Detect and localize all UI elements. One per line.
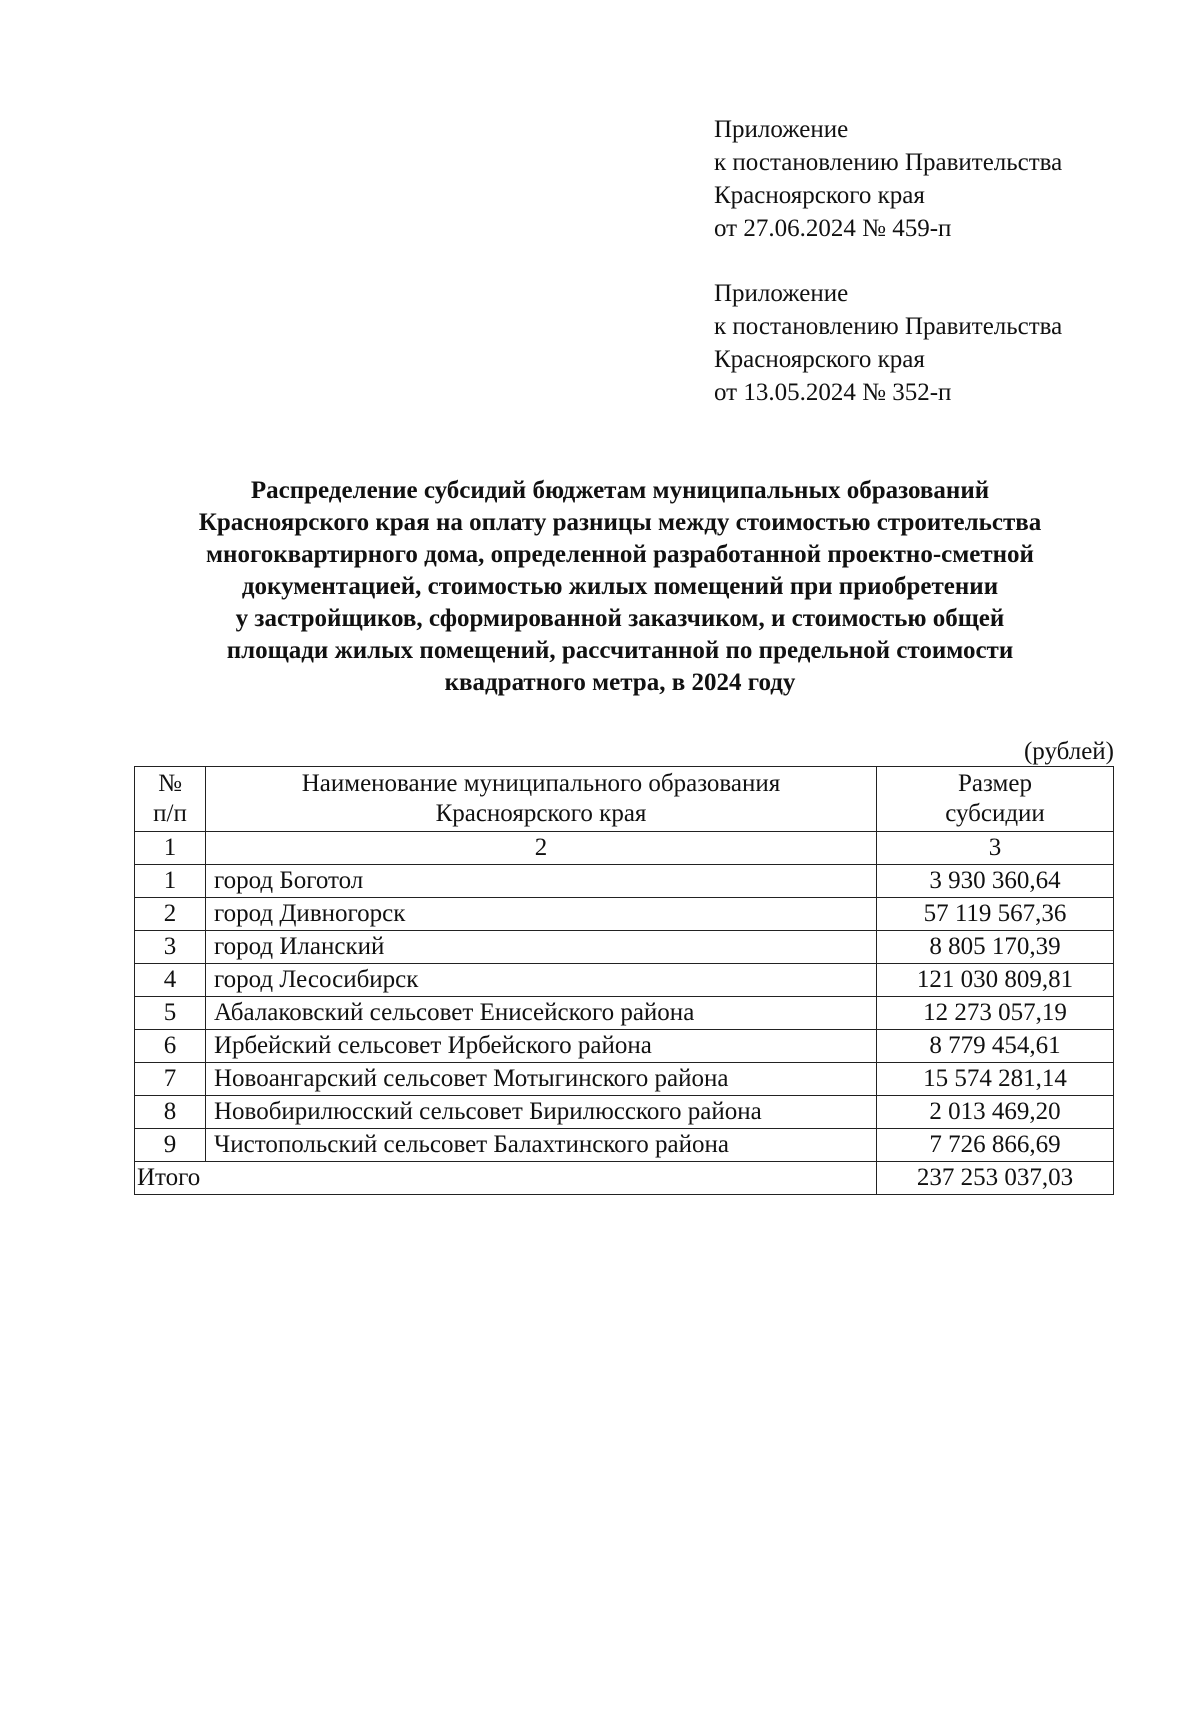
row-number: 9 (135, 1129, 206, 1162)
row-amount: 3 930 360,64 (877, 865, 1114, 898)
row-name: город Иланский (206, 931, 877, 964)
row-number: 1 (135, 865, 206, 898)
row-amount: 7 726 866,69 (877, 1129, 1114, 1162)
row-name: Абалаковский сельсовет Енисейского района (206, 997, 877, 1030)
table-row (135, 1030, 1114, 1063)
appendix-line: Красноярского края (714, 346, 925, 373)
header-amount-line: Размер (958, 770, 1032, 797)
table-row (135, 964, 1114, 997)
row-name: Чистопольский сельсовет Балахтинского района (206, 1129, 877, 1162)
table-row (135, 865, 1114, 898)
header-number (135, 767, 206, 832)
row-number: 6 (135, 1030, 206, 1063)
total-amount: 237 253 037,03 (877, 1162, 1114, 1195)
title-line: Красноярского края на оплату разницы между стоимостью строительства (198, 509, 1042, 536)
header-number-line: № (158, 770, 182, 797)
row-name: город Лесосибирск (206, 964, 877, 997)
row-amount: 57 119 567,36 (877, 898, 1114, 931)
table-row (135, 1063, 1114, 1096)
document-title (130, 475, 1110, 699)
appendix-line: к постановлению Правительства (714, 149, 1063, 176)
table-row (135, 997, 1114, 1030)
appendix-date-number: от 13.05.2024 № 352-п (714, 379, 952, 406)
column-number-row (135, 832, 1114, 865)
row-name: Новоангарский сельсовет Мотыгинского района (206, 1063, 877, 1096)
subsidy-table (134, 766, 1114, 1195)
appendix-block-original (714, 277, 1062, 409)
row-number: 4 (135, 964, 206, 997)
row-amount: 15 574 281,14 (877, 1063, 1114, 1096)
row-amount: 8 805 170,39 (877, 931, 1114, 964)
table-row (135, 1129, 1114, 1162)
row-number: 8 (135, 1096, 206, 1129)
title-line: у застройщиков, сформированной заказчиком, и стоимостью общей (235, 605, 1005, 632)
row-number: 5 (135, 997, 206, 1030)
row-amount: 121 030 809,81 (877, 964, 1114, 997)
header-name-line: Наименование муниципального образования (301, 770, 781, 797)
table-row (135, 1096, 1114, 1129)
header-name-line: Красноярского края (435, 800, 647, 827)
title-line: квадратного метра, в 2024 году (444, 669, 796, 696)
appendix-line: Приложение (714, 280, 849, 307)
title-line: документацией, стоимостью жилых помещений при приобретении (241, 573, 999, 600)
row-amount: 8 779 454,61 (877, 1030, 1114, 1063)
appendix-date-number: от 27.06.2024 № 459-п (714, 215, 952, 242)
table-row (135, 898, 1114, 931)
row-name: Новобирилюсский сельсовет Бирилюсского района (206, 1096, 877, 1129)
row-number: 3 (135, 931, 206, 964)
appendix-block-current (714, 113, 1062, 245)
table-header-row (135, 767, 1114, 832)
row-amount: 2 013 469,20 (877, 1096, 1114, 1129)
appendix-line: Приложение (714, 116, 849, 143)
row-name: город Боготол (206, 865, 877, 898)
title-line: Распределение субсидий бюджетам муниципальных образований (250, 477, 990, 504)
column-number: 2 (206, 832, 877, 865)
header-name (206, 767, 877, 832)
appendix-line: к постановлению Правительства (714, 313, 1063, 340)
row-name: Ирбейский сельсовет Ирбейского района (206, 1030, 877, 1063)
table-row (135, 931, 1114, 964)
title-line: площади жилых помещений, рассчитанной по предельной стоимости (226, 637, 1014, 664)
column-number: 3 (877, 832, 1114, 865)
header-amount (877, 767, 1114, 832)
appendix-line: Красноярского края (714, 182, 925, 209)
total-row (135, 1162, 1114, 1195)
title-line: многоквартирного дома, определенной разработанной проектно-сметной (206, 541, 1034, 568)
total-label: Итого (135, 1162, 877, 1195)
column-number: 1 (135, 832, 206, 865)
row-number: 7 (135, 1063, 206, 1096)
row-name: город Дивногорск (206, 898, 877, 931)
header-amount-line: субсидии (945, 800, 1045, 827)
unit-label: (рублей) (1023, 738, 1114, 765)
row-amount: 12 273 057,19 (877, 997, 1114, 1030)
header-number-line: п/п (153, 800, 187, 827)
row-number: 2 (135, 898, 206, 931)
